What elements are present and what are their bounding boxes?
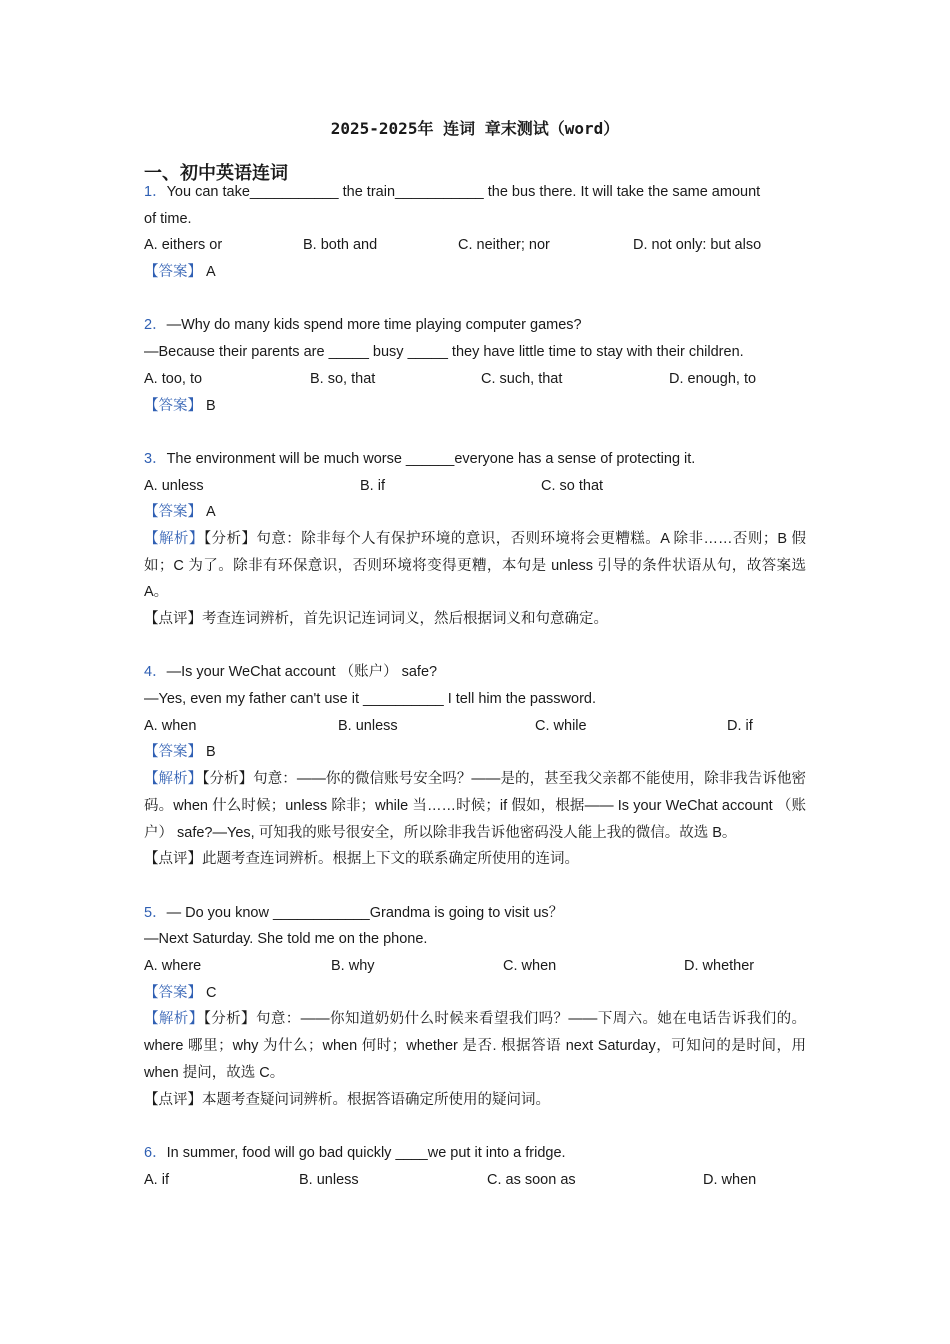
analysis-tag: 【解析】: [144, 1011, 204, 1028]
option-d: D. if: [727, 717, 753, 734]
question-number: 4．: [144, 664, 167, 681]
comment-line: 【点评】本题考查疑问词辨析。根据答语确定所使用的疑问词。: [144, 1091, 550, 1108]
question-stem-continued: of time.: [144, 210, 192, 227]
option-c: C. as soon as: [487, 1171, 576, 1188]
question-stem-continued: —Because their parents are _____ busy _____ they have little time to stay with their children.: [144, 344, 744, 361]
option-b: B. why: [331, 958, 375, 975]
question-5: [144, 900, 806, 1114]
answer-tag: 【答案】: [144, 264, 202, 281]
option-c: C. when: [503, 958, 557, 975]
option-a: A. eithers or: [144, 237, 223, 254]
option-c: C. such, that: [481, 370, 563, 387]
option-b: B. if: [360, 477, 385, 494]
answer-tag: 【答案】: [144, 744, 202, 761]
question-2: [144, 312, 806, 419]
option-b: B. so, that: [310, 370, 376, 387]
analysis-paragraph: [144, 766, 806, 846]
option-c: C. so that: [541, 477, 604, 494]
question-1: [144, 179, 806, 286]
question-number: 1．: [144, 184, 167, 200]
section-heading: 一、初中英语连词: [144, 163, 288, 184]
analysis-paragraph: [144, 526, 806, 606]
analysis-text: 【分析】句意：——你知道奶奶什么时候来看望我们吗？——下周六。她在电话告诉我们的。where 哪里；why 为什么；when 何时；whether 是否. 根据答语 next Saturday，可知问的是时间，用 when 提问，故选 C。: [144, 1011, 807, 1081]
question-stem: —Is your WeChat account （账户） safe?: [166, 664, 438, 681]
answer-line: [144, 980, 806, 1007]
answer-line: [144, 259, 806, 286]
options-row: [144, 232, 806, 259]
answer-line: [144, 739, 806, 766]
analysis-text: 【分析】句意：——你的微信账号安全吗？——是的，甚至我父亲都不能使用，除非我告诉他密码。when 什么时候；unless 除非；while 当……时候；if 假如，根据—— Is your WeChat account （账户） safe?—Yes, 可知我的账号很安全，所以除非我告诉他密码没人能上我的微信。故选 B。: [144, 771, 807, 841]
option-d: D. when: [703, 1171, 757, 1188]
option-a: A. where: [144, 958, 202, 975]
question-number: 3．: [144, 450, 167, 467]
answer-value: A: [206, 264, 216, 281]
options-row: [144, 1167, 806, 1194]
option-a: A. unless: [144, 477, 204, 494]
question-number: 6．: [144, 1144, 167, 1161]
answer-line: [144, 499, 806, 526]
question-stem: You can take___________ the train___________ the bus there. It will take the same amount: [166, 184, 761, 200]
analysis-tag: 【解析】: [144, 530, 204, 547]
comment-line: 【点评】考查连词辨析，首先识记连词词义，然后根据词义和句意确定。: [144, 611, 608, 628]
document-title: 2025-2025年 连词 章末测试（word）: [330, 119, 620, 138]
comment-line: 【点评】此题考查连词辨析。根据上下文的联系确定所使用的连词。: [144, 851, 579, 868]
options-row: [144, 366, 806, 393]
answer-tag: 【答案】: [144, 397, 202, 414]
option-d: D. whether: [684, 958, 755, 975]
question-number: 5．: [144, 904, 167, 921]
question-stem-continued: —Next Saturday. She told me on the phone.: [144, 931, 428, 948]
answer-line: [144, 393, 806, 420]
analysis-text: 【分析】句意：除非每个人有保护环境的意识，否则环境将会更糟糕。A 除非……否则；B 假如；C 为了。除非有环保意识，否则环境将变得更糟，本句是 unless 引导的条件状语从句，故答案选 A。: [144, 530, 806, 601]
question-stem: —Why do many kids spend more time playing computer games?: [166, 317, 582, 334]
question-list: [144, 179, 806, 1193]
analysis-paragraph: [144, 1006, 806, 1086]
options-row: [144, 473, 806, 500]
option-d: D. not only: but also: [633, 237, 762, 254]
option-d: D. enough, to: [669, 370, 757, 387]
option-b: B. unless: [299, 1171, 359, 1188]
answer-value: A: [206, 504, 216, 521]
option-b: B. unless: [338, 717, 398, 734]
question-stem: The environment will be much worse ______everyone has a sense of protecting it.: [166, 450, 696, 467]
analysis-tag: 【解析】: [144, 771, 203, 788]
option-c: C. while: [535, 717, 587, 734]
question-stem-continued: —Yes, even my father can't use it __________ I tell him the password.: [144, 691, 596, 708]
option-b: B. both and: [303, 237, 378, 254]
answer-value: B: [206, 397, 216, 414]
question-3: [144, 446, 806, 633]
options-row: [144, 713, 806, 740]
question-stem: In summer, food will go bad quickly ____we put it into a fridge.: [166, 1144, 566, 1161]
answer-tag: 【答案】: [144, 504, 202, 521]
answer-value: B: [206, 744, 216, 761]
option-c: C. neither; nor: [458, 237, 550, 254]
option-a: A. if: [144, 1171, 169, 1188]
answer-value: C: [206, 984, 217, 1001]
question-number: 2．: [144, 317, 167, 334]
question-6: [144, 1140, 806, 1193]
option-a: A. too, to: [144, 370, 203, 387]
options-row: [144, 953, 806, 980]
question-stem: — Do you know ____________Grandma is going to visit us？: [166, 904, 564, 921]
question-4: [144, 659, 806, 873]
option-a: A. when: [144, 717, 197, 734]
answer-tag: 【答案】: [144, 984, 202, 1001]
